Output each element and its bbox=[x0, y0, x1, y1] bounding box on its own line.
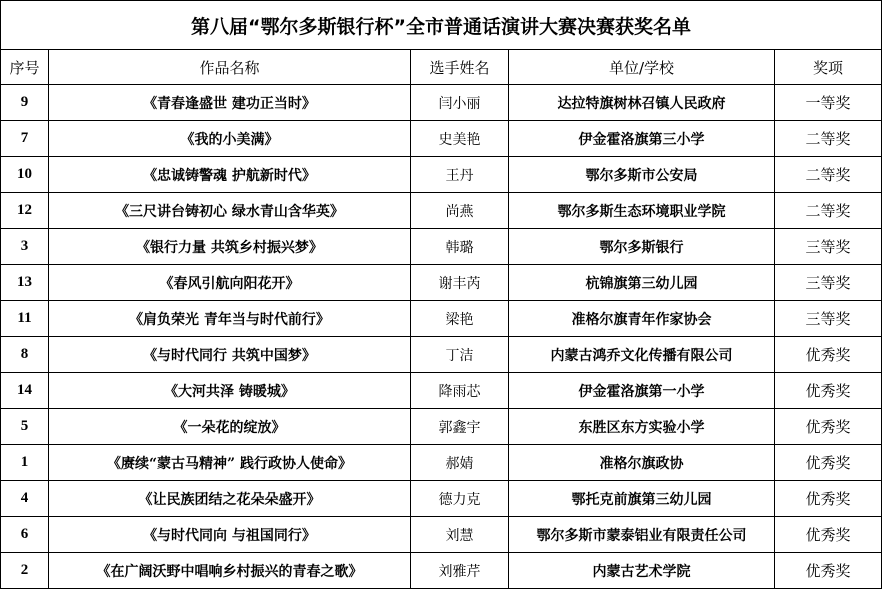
cell-contestant: 刘雅芹 bbox=[411, 553, 509, 589]
table-row bbox=[1, 445, 882, 481]
table-row bbox=[1, 517, 882, 553]
cell-contestant: 丁洁 bbox=[411, 337, 509, 373]
table-row bbox=[1, 337, 882, 373]
table-row bbox=[1, 409, 882, 445]
cell-unit: 伊金霍洛旗第三小学 bbox=[509, 121, 775, 157]
cell-award: 优秀奖 bbox=[775, 553, 882, 589]
cell-award: 一等奖 bbox=[775, 85, 882, 121]
cell-no: 13 bbox=[1, 265, 49, 301]
cell-unit: 杭锦旗第三幼儿园 bbox=[509, 265, 775, 301]
cell-unit: 准格尔旗政协 bbox=[509, 445, 775, 481]
cell-unit: 鄂托克前旗第三幼儿园 bbox=[509, 481, 775, 517]
cell-unit: 东胜区东方实验小学 bbox=[509, 409, 775, 445]
title-row bbox=[1, 1, 882, 50]
cell-contestant: 尚燕 bbox=[411, 193, 509, 229]
cell-work: 《青春逢盛世 建功正当时》 bbox=[49, 85, 411, 121]
header-unit: 单位/学校 bbox=[509, 50, 775, 85]
cell-unit: 鄂尔多斯市公安局 bbox=[509, 157, 775, 193]
header-row bbox=[1, 50, 882, 85]
cell-work: 《春风引航向阳花开》 bbox=[49, 265, 411, 301]
table-row bbox=[1, 121, 882, 157]
cell-no: 4 bbox=[1, 481, 49, 517]
cell-no: 10 bbox=[1, 157, 49, 193]
cell-award: 优秀奖 bbox=[775, 337, 882, 373]
cell-no: 8 bbox=[1, 337, 49, 373]
cell-award: 优秀奖 bbox=[775, 373, 882, 409]
cell-contestant: 闫小丽 bbox=[411, 85, 509, 121]
cell-award: 三等奖 bbox=[775, 229, 882, 265]
cell-work: 《一朵花的绽放》 bbox=[49, 409, 411, 445]
cell-contestant: 韩璐 bbox=[411, 229, 509, 265]
cell-work: 《我的小美满》 bbox=[49, 121, 411, 157]
table-row bbox=[1, 265, 882, 301]
cell-contestant: 降雨芯 bbox=[411, 373, 509, 409]
cell-contestant: 梁艳 bbox=[411, 301, 509, 337]
cell-work: 《银行力量 共筑乡村振兴梦》 bbox=[49, 229, 411, 265]
cell-unit: 内蒙古艺术学院 bbox=[509, 553, 775, 589]
cell-unit: 准格尔旗青年作家协会 bbox=[509, 301, 775, 337]
cell-contestant: 王丹 bbox=[411, 157, 509, 193]
cell-no: 6 bbox=[1, 517, 49, 553]
cell-no: 11 bbox=[1, 301, 49, 337]
cell-contestant: 郭鑫宇 bbox=[411, 409, 509, 445]
cell-award: 二等奖 bbox=[775, 121, 882, 157]
cell-contestant: 郝婧 bbox=[411, 445, 509, 481]
cell-work: 《肩负荣光 青年当与时代前行》 bbox=[49, 301, 411, 337]
cell-work: 《与时代同向 与祖国同行》 bbox=[49, 517, 411, 553]
cell-contestant: 史美艳 bbox=[411, 121, 509, 157]
cell-award: 优秀奖 bbox=[775, 481, 882, 517]
table-row bbox=[1, 553, 882, 589]
table-row bbox=[1, 301, 882, 337]
cell-unit: 鄂尔多斯生态环境职业学院 bbox=[509, 193, 775, 229]
table-row bbox=[1, 481, 882, 517]
table-row bbox=[1, 373, 882, 409]
cell-unit: 达拉特旗树林召镇人民政府 bbox=[509, 85, 775, 121]
cell-no: 9 bbox=[1, 85, 49, 121]
cell-contestant: 德力克 bbox=[411, 481, 509, 517]
cell-work: 《与时代同行 共筑中国梦》 bbox=[49, 337, 411, 373]
cell-unit: 鄂尔多斯银行 bbox=[509, 229, 775, 265]
cell-work: 《让民族团结之花朵朵盛开》 bbox=[49, 481, 411, 517]
header-work: 作品名称 bbox=[49, 50, 411, 85]
table-row bbox=[1, 193, 882, 229]
cell-unit: 鄂尔多斯市蒙泰铝业有限责任公司 bbox=[509, 517, 775, 553]
table-row bbox=[1, 229, 882, 265]
cell-award: 二等奖 bbox=[775, 193, 882, 229]
cell-work: 《忠诚铸警魂 护航新时代》 bbox=[49, 157, 411, 193]
cell-no: 2 bbox=[1, 553, 49, 589]
cell-no: 1 bbox=[1, 445, 49, 481]
cell-unit: 内蒙古鸿乔文化传播有限公司 bbox=[509, 337, 775, 373]
cell-unit: 伊金霍洛旗第一小学 bbox=[509, 373, 775, 409]
cell-work: 《赓续“蒙古马精神” 践行政协人使命》 bbox=[49, 445, 411, 481]
header-no: 序号 bbox=[1, 50, 49, 85]
cell-award: 优秀奖 bbox=[775, 517, 882, 553]
cell-no: 7 bbox=[1, 121, 49, 157]
cell-contestant: 刘慧 bbox=[411, 517, 509, 553]
cell-award: 优秀奖 bbox=[775, 445, 882, 481]
cell-work: 《大河共泽 铸暖城》 bbox=[49, 373, 411, 409]
document-title: 第八届“鄂尔多斯银行杯”全市普通话演讲大赛决赛获奖名单 bbox=[1, 1, 882, 50]
cell-award: 优秀奖 bbox=[775, 409, 882, 445]
table-row bbox=[1, 157, 882, 193]
cell-no: 12 bbox=[1, 193, 49, 229]
header-contestant: 选手姓名 bbox=[411, 50, 509, 85]
cell-no: 14 bbox=[1, 373, 49, 409]
table-row bbox=[1, 85, 882, 121]
cell-contestant: 谢丰芮 bbox=[411, 265, 509, 301]
cell-no: 5 bbox=[1, 409, 49, 445]
cell-no: 3 bbox=[1, 229, 49, 265]
header-award: 奖项 bbox=[775, 50, 882, 85]
cell-work: 《三尺讲台铸初心 绿水青山含华英》 bbox=[49, 193, 411, 229]
cell-award: 三等奖 bbox=[775, 301, 882, 337]
cell-work: 《在广阔沃野中唱响乡村振兴的青春之歌》 bbox=[49, 553, 411, 589]
cell-award: 二等奖 bbox=[775, 157, 882, 193]
cell-award: 三等奖 bbox=[775, 265, 882, 301]
